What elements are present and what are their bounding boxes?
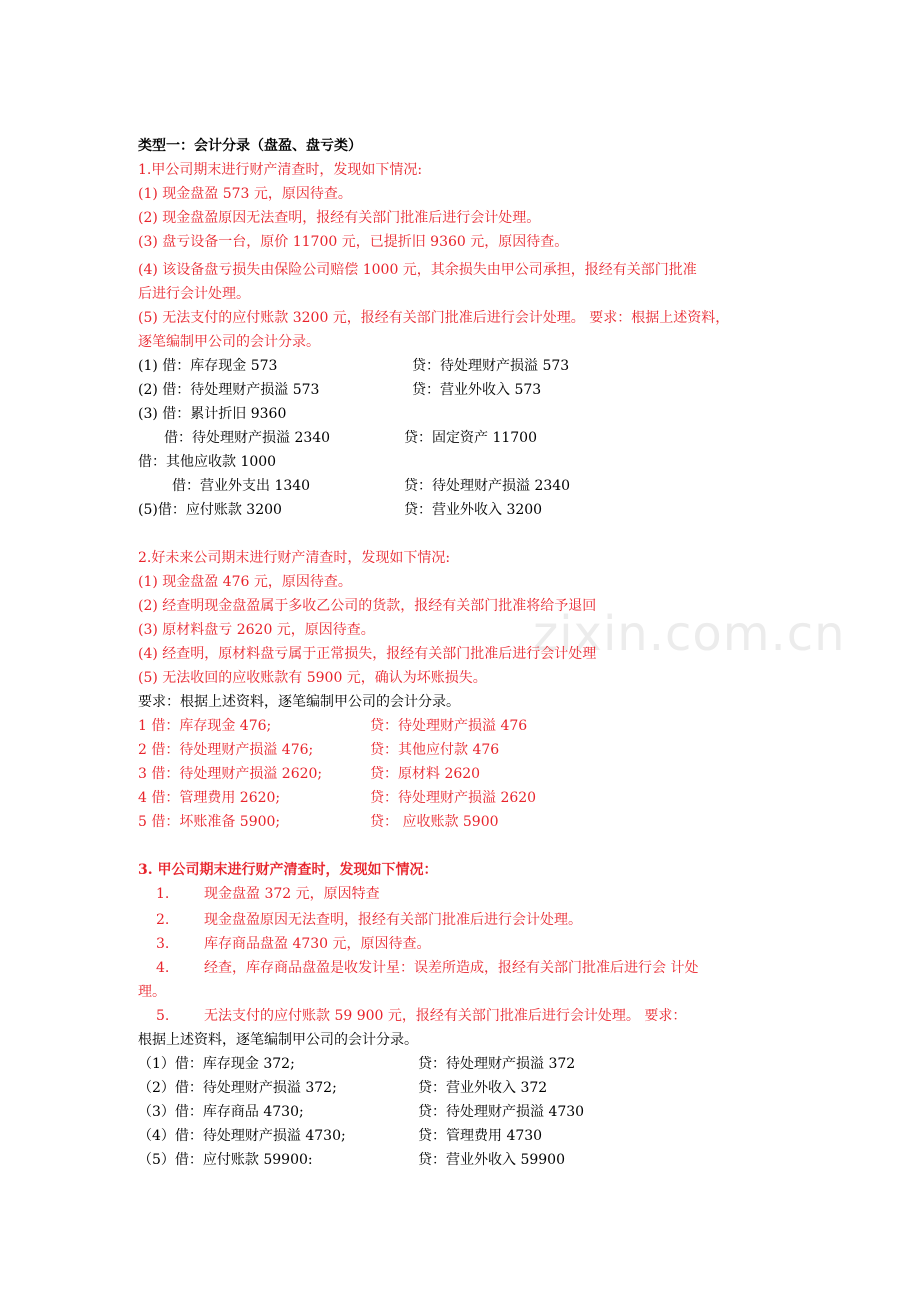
q2-title: 2.好未来公司期末进行财产清查时，发现如下情况: [138, 550, 451, 566]
q3-requirement: 根据上述资料，逐笔编制甲公司的会计分录。 [138, 1032, 418, 1048]
q1-item: (4) 该设备盘亏损失由保险公司赔偿 1000 元，其余损失由甲公司承担，报经有关部门批准 [138, 262, 697, 278]
q3-answer-credit: 贷：营业外收入 59900 [418, 1152, 565, 1168]
q1-answer-credit: 贷：待处理财产损溢 2340 [404, 478, 571, 494]
q3-item-number: 1. [156, 886, 170, 902]
q3-item-text: 经查，库存商品盘盈是收发计星：误差所造成，报经有关部门批准后进行会 计处 [204, 960, 699, 976]
q1-answer-credit: 贷：营业外收入 573 [412, 382, 542, 398]
q3-item-number: 2. [156, 912, 170, 928]
q2-answer-credit: 贷： 应收账款 5900 [370, 814, 499, 830]
q3-answer-credit: 贷：管理费用 4730 [418, 1128, 543, 1144]
q3-answer-debit: （5）借：应付账款 59900: [138, 1152, 313, 1168]
watermark: zixin.com.cn [533, 606, 846, 662]
q1-answer-credit: 贷：固定资产 11700 [404, 430, 537, 446]
q1-answer-debit: (1) 借：库存现金 573 [138, 358, 278, 374]
q1-answer-debit: (5)借：应付账款 3200 [138, 502, 282, 518]
q2-requirement: 要求：根据上述资料，逐笔编制甲公司的会计分录。 [138, 694, 460, 710]
q3-answer-debit: （2）借：待处理财产损溢 372; [138, 1080, 337, 1096]
q2-answer-debit: 1 借：库存现金 476; [138, 718, 272, 734]
q2-answer-debit: 3 借：待处理财产损溢 2620; [138, 766, 323, 782]
q1-answer-debit: 借：营业外支出 1340 [172, 478, 311, 494]
q3-item-text: 无法支付的应付账款 59 900 元，报经有关部门批准后进行会计处理。 要求： [204, 1008, 687, 1024]
q1-item: (2) 现金盘盈原因无法查明，报经有关部门批准后进行会计处理。 [138, 210, 541, 226]
q1-answer-debit: 借：其他应收款 1000 [138, 454, 277, 470]
q2-answer-debit: 5 借：坏账准备 5900; [138, 814, 281, 830]
q3-item-text: 理。 [138, 984, 166, 1000]
q2-answer-credit: 贷：待处理财产损溢 476 [370, 718, 528, 734]
q1-item: 后进行会计处理。 [138, 286, 250, 302]
q2-item: (2) 经查明现金盘盈属于多收乙公司的货款，报经有关部门批准将给予退回 [138, 598, 597, 614]
q3-item-number: 3. [156, 936, 170, 952]
q1-item: (1) 现金盘盈 573 元，原因待查。 [138, 186, 352, 202]
q2-item: (4) 经查明，原材料盘亏属于正常损失，报经有关部门批准后进行会计处理 [138, 646, 597, 662]
q2-answer-credit: 贷：待处理财产损溢 2620 [370, 790, 537, 806]
q1-item: 逐笔编制甲公司的会计分录。 [138, 334, 320, 350]
q2-answer-credit: 贷：其他应付款 476 [370, 742, 500, 758]
q3-item-number: 4. [156, 960, 170, 976]
q3-item-text: 库存商品盘盈 4730 元，原因待查。 [204, 936, 431, 952]
q3-item-text: 现金盘盈原因无法查明，报经有关部门批准后进行会计处理。 [204, 912, 582, 928]
q2-item: (1) 现金盘盈 476 元，原因待查。 [138, 574, 352, 590]
q1-answer-credit: 贷：待处理财产损溢 573 [412, 358, 570, 374]
q3-item-text: 现金盘盈 372 元，原因特查 [204, 886, 380, 902]
q2-item: (5) 无法收回的应收账款有 5900 元，确认为坏账损失。 [138, 670, 487, 686]
q3-item-number: 5. [156, 1008, 170, 1024]
q3-title: 3. 甲公司期末进行财产清查时，发现如下情况： [138, 862, 438, 878]
q1-answer-debit: (3) 借：累计折旧 9360 [138, 406, 287, 422]
q3-answer-debit: （3）借：库存商品 4730; [138, 1104, 304, 1120]
q1-item: (3) 盘亏设备一台，原价 11700 元，已提折旧 9360 元，原因待查。 [138, 234, 569, 250]
q1-answer-debit: (2) 借：待处理财产损溢 573 [138, 382, 320, 398]
q1-title: 1.甲公司期末进行财产清查时，发现如下情况: [138, 162, 423, 178]
q1-item: (5) 无法支付的应付账款 3200 元，报经有关部门批准后进行会计处理。 要求：根据上述资料， [138, 310, 730, 326]
q1-answer-credit: 贷：营业外收入 3200 [404, 502, 543, 518]
q1-answer-debit: 借：待处理财产损溢 2340 [164, 430, 331, 446]
q2-item: (3) 原材料盘亏 2620 元，原因待查。 [138, 622, 375, 638]
q3-answer-debit: （4）借：待处理财产损溢 4730; [138, 1128, 346, 1144]
q3-answer-credit: 贷：待处理财产损溢 372 [418, 1056, 576, 1072]
q2-answer-credit: 贷：原材料 2620 [370, 766, 481, 782]
q3-answer-credit: 贷：营业外收入 372 [418, 1080, 548, 1096]
q3-answer-debit: （1）借：库存现金 372; [138, 1056, 295, 1072]
section-title: 类型一：会计分录（盘盈、盘亏类） [138, 138, 362, 154]
q2-answer-debit: 4 借：管理费用 2620; [138, 790, 281, 806]
q2-answer-debit: 2 借：待处理财产损溢 476; [138, 742, 314, 758]
q3-answer-credit: 贷：待处理财产损溢 4730 [418, 1104, 585, 1120]
